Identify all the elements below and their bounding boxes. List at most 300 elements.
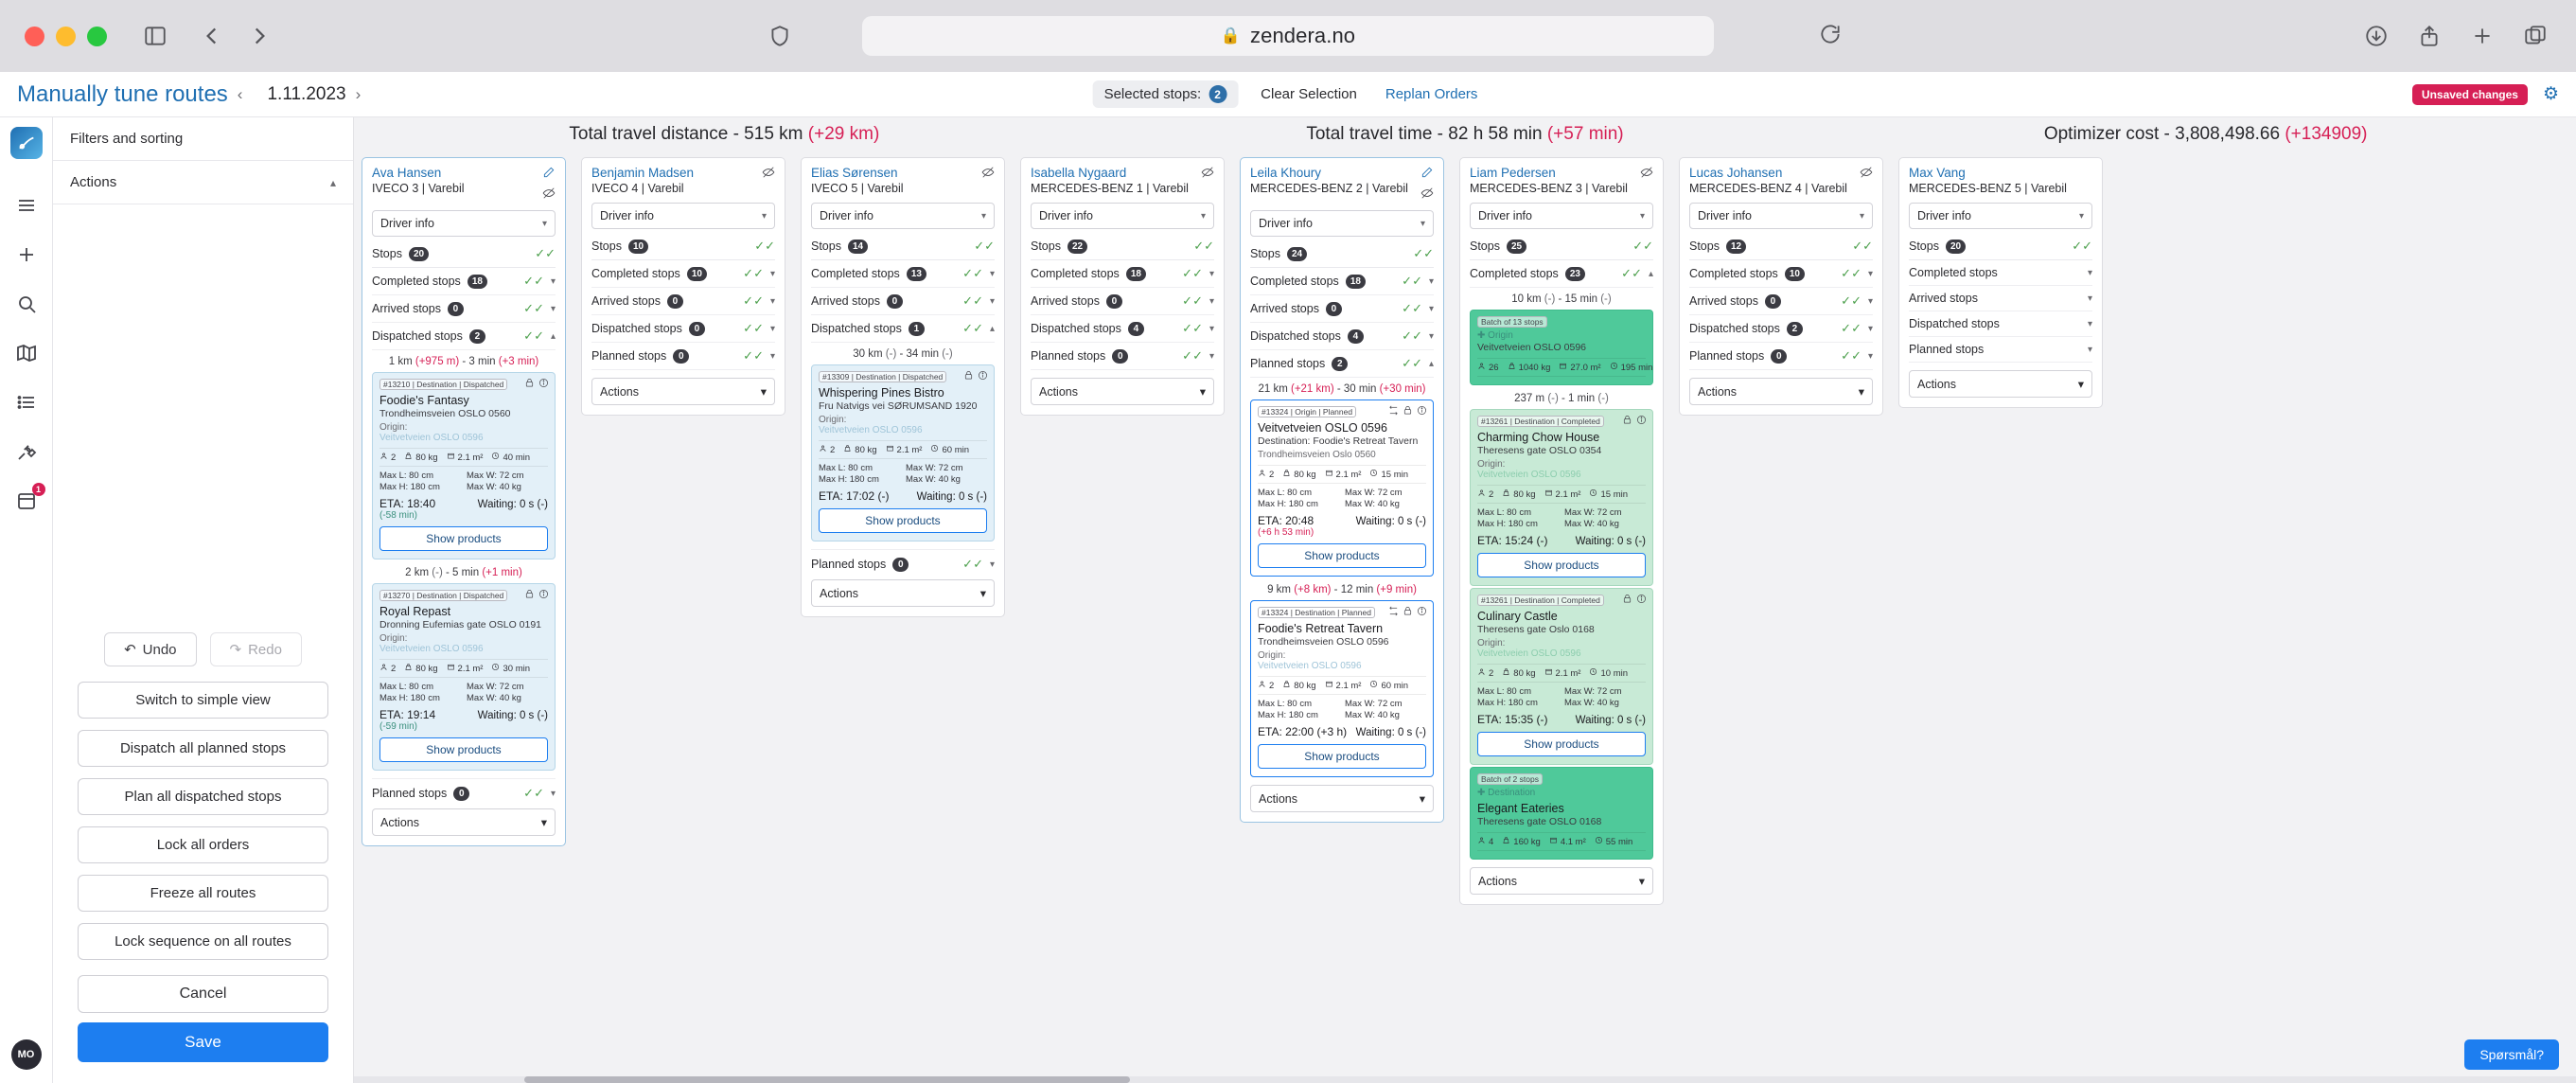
- planned-stops-row[interactable]: [372, 778, 556, 801]
- chevron-down-icon[interactable]: ▾: [1199, 385, 1206, 399]
- chevron-down-icon[interactable]: ▾: [979, 587, 986, 600]
- window-controls[interactable]: [25, 27, 107, 46]
- stop-max-value: Max W: 72 cm: [1564, 686, 1622, 697]
- summary-row[interactable]: [1031, 260, 1214, 288]
- stop-metric-value: 195 min: [1620, 362, 1653, 373]
- chevron-down-icon[interactable]: ▾: [1419, 792, 1425, 806]
- column-actions-select[interactable]: [591, 378, 775, 405]
- summary-count: 13: [907, 267, 926, 281]
- chevron-down-icon[interactable]: ▾: [760, 385, 767, 399]
- plus-icon[interactable]: [2466, 20, 2498, 52]
- stops-total-row[interactable]: [1909, 239, 2092, 260]
- driver-info-select[interactable]: [1689, 203, 1873, 229]
- driver-name[interactable]: Ava Hansen: [372, 166, 442, 180]
- summary-label: Planned stops: [1909, 343, 1985, 356]
- plus-circle-icon: ✚: [1477, 330, 1486, 341]
- chevron-down-icon[interactable]: ▾: [761, 210, 767, 222]
- double-check-icon[interactable]: ✓✓: [523, 786, 544, 800]
- eye-off-icon[interactable]: [1860, 166, 1873, 182]
- horizontal-scrollbar[interactable]: [354, 1076, 2576, 1083]
- driver-info-select[interactable]: [1909, 203, 2092, 229]
- column-actions-select[interactable]: [372, 808, 556, 836]
- chevron-down-icon[interactable]: ▾: [2078, 210, 2084, 222]
- stop-origin-label: Origin:: [819, 415, 847, 425]
- stops-total-row[interactable]: [591, 239, 775, 260]
- chevron-down-icon[interactable]: ▾: [550, 303, 556, 314]
- sidebar-toggle-icon[interactable]: [139, 20, 171, 52]
- stop-waiting: Waiting: 0 s (-): [916, 491, 987, 503]
- breadcrumb-chevron-right[interactable]: ›: [355, 84, 362, 103]
- column-actions-select[interactable]: [811, 579, 995, 607]
- save-button[interactable]: Save: [78, 1022, 328, 1062]
- column-actions-label: Actions: [1917, 377, 1956, 391]
- map-icon[interactable]: [12, 339, 41, 367]
- chevron-down-icon[interactable]: ▾: [2087, 267, 2092, 278]
- driver-info-select[interactable]: [372, 210, 556, 237]
- selected-stops-pill: [1093, 80, 1239, 108]
- freeze-all-routes-button[interactable]: Freeze all routes: [78, 875, 328, 912]
- stop-card[interactable]: [1250, 600, 1434, 777]
- info-icon[interactable]: [538, 589, 549, 602]
- stops-total-row[interactable]: [1031, 239, 1214, 260]
- show-products-button[interactable]: Show products: [1477, 553, 1646, 577]
- summary-row[interactable]: [372, 323, 556, 350]
- stop-tags: [1477, 595, 1646, 606]
- lock-icon[interactable]: [1622, 594, 1632, 607]
- double-check-icon[interactable]: ✓✓: [1182, 266, 1203, 280]
- stop-card[interactable]: [1470, 310, 1653, 385]
- address-bar[interactable]: [862, 16, 1714, 56]
- summary-row[interactable]: [1689, 260, 1873, 288]
- stop-metric-value: 2.1 m²: [1335, 469, 1362, 480]
- summary-row[interactable]: [1470, 260, 1653, 288]
- stop-metric: [1477, 488, 1493, 500]
- route-column[interactable]: [1020, 157, 1225, 416]
- selected-stops-count: 2: [1209, 85, 1226, 103]
- switch-to-simple-view-button[interactable]: Switch to simple view: [78, 682, 328, 719]
- column-actions-select[interactable]: [1470, 867, 1653, 895]
- eye-off-icon[interactable]: [542, 186, 556, 203]
- chevron-down-icon[interactable]: ▾: [1867, 350, 1873, 362]
- summary-row[interactable]: [811, 315, 995, 343]
- chevron-down-icon[interactable]: ▾: [769, 295, 775, 307]
- chevron-down-icon[interactable]: ▾: [541, 218, 547, 229]
- double-check-icon[interactable]: ✓✓: [962, 293, 983, 308]
- chevron-up-icon[interactable]: ▴: [989, 323, 995, 334]
- summary-row[interactable]: [591, 260, 775, 288]
- lock-icon[interactable]: [1403, 606, 1413, 619]
- chevron-down-icon[interactable]: ▾: [769, 350, 775, 362]
- edit-icon[interactable]: [1420, 166, 1434, 182]
- chevron-down-icon[interactable]: ▾: [1638, 875, 1645, 888]
- column-header-icons[interactable]: [981, 166, 995, 182]
- route-column[interactable]: [1240, 157, 1444, 823]
- redo-button[interactable]: [210, 632, 302, 666]
- actions-section[interactable]: [53, 161, 353, 204]
- stop-card[interactable]: [372, 583, 556, 771]
- chevron-down-icon[interactable]: ▾: [1428, 275, 1434, 287]
- stop-card[interactable]: [811, 364, 995, 542]
- chevron-down-icon[interactable]: ▾: [769, 268, 775, 279]
- driver-name[interactable]: Elias Sørensen: [811, 166, 898, 180]
- stops-total-row[interactable]: [372, 246, 556, 268]
- stop-title: Foodie's Retreat Tavern: [1258, 622, 1384, 635]
- chevron-down-icon[interactable]: ▾: [1639, 210, 1645, 222]
- gear-icon[interactable]: ⚙: [2542, 84, 2559, 104]
- double-check-icon[interactable]: ✓✓: [974, 239, 995, 253]
- stop-max-dimensions: [1258, 695, 1426, 722]
- stop-eta: ETA: 18:40: [379, 497, 436, 510]
- double-check-icon[interactable]: ✓✓: [1841, 321, 1861, 335]
- chevron-up-icon[interactable]: ▴: [1428, 358, 1434, 369]
- double-check-icon[interactable]: ✓✓: [1402, 356, 1422, 370]
- vehicle-label: IVECO 4 | Varebil: [591, 182, 684, 195]
- avatar[interactable]: MO: [11, 1039, 42, 1070]
- driver-name[interactable]: Benjamin Madsen: [591, 166, 695, 180]
- double-check-icon[interactable]: ✓✓: [1193, 239, 1214, 253]
- summary-row[interactable]: [1031, 288, 1214, 315]
- stops-total-count: 25: [1507, 240, 1526, 254]
- summary-row[interactable]: [372, 295, 556, 323]
- summary-row[interactable]: [1250, 323, 1434, 350]
- double-check-icon[interactable]: ✓✓: [1182, 321, 1203, 335]
- column-actions-select[interactable]: [1031, 378, 1214, 405]
- chevron-down-icon[interactable]: ▾: [550, 788, 556, 799]
- show-products-button[interactable]: Show products: [819, 508, 987, 533]
- list-icon[interactable]: [12, 388, 41, 417]
- stop-card-icons[interactable]: [1622, 594, 1647, 607]
- stops-total-row[interactable]: [1689, 239, 1873, 260]
- stops-total-row[interactable]: [1470, 239, 1653, 260]
- minimize-window-button[interactable]: [56, 27, 76, 46]
- route-column[interactable]: [801, 157, 1005, 617]
- stop-card[interactable]: [1470, 409, 1653, 586]
- double-check-icon[interactable]: ✓✓: [1402, 328, 1422, 343]
- chevron-down-icon[interactable]: ▾: [2087, 344, 2092, 355]
- chevron-down-icon[interactable]: ▾: [540, 816, 547, 829]
- double-check-icon[interactable]: ✓✓: [523, 301, 544, 315]
- driver-info-select[interactable]: [1470, 203, 1653, 229]
- reload-icon[interactable]: [1814, 18, 1846, 50]
- summary-row[interactable]: [811, 260, 995, 288]
- chevron-down-icon[interactable]: ▾: [1428, 303, 1434, 314]
- driver-name[interactable]: Liam Pedersen: [1470, 166, 1556, 180]
- tabs-icon[interactable]: [2519, 20, 2551, 52]
- tools-icon[interactable]: [12, 437, 41, 466]
- close-window-button[interactable]: [25, 27, 44, 46]
- summary-row[interactable]: [1909, 337, 2092, 363]
- stop-metric: [1369, 680, 1408, 691]
- scrollbar-thumb[interactable]: [524, 1076, 1130, 1083]
- stop-max-value: Max W: 72 cm: [467, 470, 524, 481]
- double-check-icon[interactable]: ✓✓: [1402, 274, 1422, 288]
- show-products-button[interactable]: Show products: [379, 526, 548, 551]
- column-header-icons[interactable]: [1201, 166, 1214, 182]
- summary-row[interactable]: [1689, 315, 1873, 343]
- chevron-down-icon[interactable]: ▾: [1209, 268, 1214, 279]
- stop-title: Charming Chow House: [1477, 431, 1600, 444]
- stop-tag: #13270 | Destination | Dispatched: [379, 590, 507, 601]
- chevron-down-icon[interactable]: ▾: [2087, 293, 2092, 304]
- info-icon[interactable]: [1636, 594, 1647, 607]
- dispatch-all-planned-stops-button[interactable]: Dispatch all planned stops: [78, 730, 328, 767]
- plus-icon[interactable]: [12, 240, 41, 269]
- plan-all-dispatched-stops-button[interactable]: Plan all dispatched stops: [78, 778, 328, 815]
- chevron-down-icon[interactable]: ▾: [2087, 318, 2092, 329]
- swap-icon[interactable]: [1388, 606, 1399, 619]
- chevron-down-icon[interactable]: ▾: [1867, 323, 1873, 334]
- stop-waiting: Waiting: 0 s (-): [1575, 715, 1646, 726]
- info-icon[interactable]: [1417, 606, 1427, 619]
- summary-count: 18: [468, 275, 487, 289]
- driver-info-select[interactable]: [591, 203, 775, 229]
- stop-max-value: Max L: 80 cm: [1258, 699, 1313, 709]
- summary-label: Arrived stops: [1250, 302, 1319, 315]
- chevron-down-icon[interactable]: ▾: [550, 275, 556, 287]
- double-check-icon[interactable]: ✓✓: [1621, 266, 1642, 280]
- stop-card[interactable]: [1250, 399, 1434, 577]
- double-check-icon[interactable]: ✓✓: [1402, 301, 1422, 315]
- double-check-icon[interactable]: ✓✓: [743, 348, 764, 363]
- chevron-down-icon[interactable]: ▾: [1428, 330, 1434, 342]
- column-header-icons[interactable]: [1420, 166, 1434, 203]
- stop-card-icons[interactable]: [524, 589, 549, 602]
- show-products-button[interactable]: Show products: [1258, 744, 1426, 769]
- lock-icon[interactable]: [963, 370, 974, 383]
- stop-metric: [1549, 836, 1586, 847]
- summary-row[interactable]: [1909, 311, 2092, 337]
- summary-count: 0: [1112, 349, 1128, 364]
- stat-total-distance-delta: (+29 km): [807, 124, 880, 144]
- stop-max-dimensions: [1258, 484, 1426, 511]
- column-actions-label: Actions: [380, 815, 419, 829]
- eye-off-icon[interactable]: [1420, 186, 1434, 203]
- back-arrow-icon[interactable]: [196, 20, 228, 52]
- summary-row[interactable]: [1909, 260, 2092, 286]
- stop-metric: [1508, 362, 1551, 373]
- chevron-up-icon[interactable]: ▴: [1648, 268, 1653, 279]
- chevron-down-icon[interactable]: ▾: [980, 210, 986, 222]
- driver-info-select[interactable]: [811, 203, 995, 229]
- stop-card[interactable]: [1470, 767, 1653, 860]
- stop-eta: ETA: 15:24 (-): [1477, 534, 1548, 547]
- stop-card-icons[interactable]: [963, 370, 988, 383]
- route-column[interactable]: [1898, 157, 2103, 408]
- info-icon[interactable]: [1636, 415, 1647, 428]
- lock-icon[interactable]: [1622, 415, 1632, 428]
- stop-max-value: Max W: 40 kg: [1564, 698, 1619, 708]
- swap-icon[interactable]: [1388, 405, 1399, 418]
- shield-icon[interactable]: [764, 20, 796, 52]
- stop-tag: #13324 | Origin | Planned: [1258, 406, 1356, 417]
- driver-info-label: Driver info: [1917, 209, 1971, 222]
- column-actions-select[interactable]: [1250, 785, 1434, 812]
- summary-row[interactable]: [1031, 343, 1214, 370]
- chevron-down-icon[interactable]: ▾: [1867, 295, 1873, 307]
- chevron-up-icon[interactable]: ▴: [550, 330, 556, 342]
- column-header: [1031, 166, 1214, 195]
- stop-card[interactable]: [1470, 588, 1653, 765]
- column-actions-select[interactable]: [1689, 378, 1873, 405]
- stops-total-row[interactable]: [811, 239, 995, 260]
- column-header-icons[interactable]: [1640, 166, 1653, 182]
- share-icon[interactable]: [2413, 20, 2445, 52]
- double-check-icon[interactable]: ✓✓: [1841, 348, 1861, 363]
- lock-icon[interactable]: [1403, 405, 1413, 418]
- eye-off-icon[interactable]: [981, 166, 995, 182]
- stops-total-row[interactable]: [1250, 246, 1434, 268]
- driver-name[interactable]: Leila Khoury: [1250, 166, 1322, 180]
- undo-button[interactable]: [104, 632, 196, 666]
- stop-metric-value: 1040 kg: [1518, 362, 1551, 373]
- info-icon[interactable]: [1417, 405, 1427, 418]
- eye-off-icon[interactable]: [1201, 166, 1214, 182]
- chevron-down-icon[interactable]: ▾: [2077, 378, 2084, 391]
- planned-stops-row[interactable]: [811, 549, 995, 572]
- column-actions-select[interactable]: [1909, 370, 2092, 398]
- stop-metric-value: 80 kg: [1513, 488, 1536, 500]
- chevron-down-icon[interactable]: ▾: [1200, 210, 1206, 222]
- driver-name[interactable]: Max Vang: [1909, 166, 1966, 180]
- volume-icon: [1559, 362, 1567, 373]
- route-column[interactable]: [362, 157, 566, 846]
- stop-card-icons[interactable]: [1622, 415, 1647, 428]
- summary-row[interactable]: [1250, 268, 1434, 295]
- chevron-down-icon[interactable]: ▾: [1420, 218, 1425, 229]
- show-products-button[interactable]: Show products: [379, 737, 548, 762]
- double-check-icon[interactable]: ✓✓: [1413, 246, 1434, 260]
- stop-card[interactable]: [372, 372, 556, 559]
- double-check-icon[interactable]: ✓✓: [523, 274, 544, 288]
- summary-row[interactable]: [1689, 343, 1873, 370]
- maximize-window-button[interactable]: [87, 27, 107, 46]
- breadcrumb-chevron-left[interactable]: ‹: [237, 84, 243, 103]
- double-check-icon[interactable]: ✓✓: [1632, 239, 1653, 253]
- calendar-icon[interactable]: [12, 487, 41, 515]
- driver-name[interactable]: Isabella Nygaard: [1031, 166, 1127, 180]
- chevron-down-icon[interactable]: ▾: [1858, 385, 1864, 399]
- stops-total-count: 12: [1726, 240, 1746, 254]
- summary-row[interactable]: [1250, 295, 1434, 323]
- person-icon: [1258, 469, 1266, 480]
- eye-off-icon[interactable]: [1640, 166, 1653, 182]
- route-column[interactable]: [1459, 157, 1664, 905]
- summary-row[interactable]: [1689, 288, 1873, 315]
- info-icon[interactable]: [538, 378, 549, 391]
- chevron-down-icon[interactable]: ▾: [1867, 268, 1873, 279]
- summary-row[interactable]: [1250, 350, 1434, 378]
- chevron-down-icon[interactable]: ▾: [769, 323, 775, 334]
- double-check-icon[interactable]: ✓✓: [743, 321, 764, 335]
- menu-icon[interactable]: [12, 191, 41, 220]
- chevron-down-icon[interactable]: ▾: [1859, 210, 1864, 222]
- vehicle-label: MERCEDES-BENZ 2 | Varebil: [1250, 182, 1408, 195]
- stop-title: Royal Repast: [379, 605, 451, 618]
- chevron-down-icon[interactable]: ▾: [1209, 350, 1214, 362]
- driver-info-select[interactable]: [1031, 203, 1214, 229]
- chevron-down-icon[interactable]: ▾: [989, 268, 995, 279]
- double-check-icon[interactable]: ✓✓: [523, 328, 544, 343]
- lock-icon[interactable]: [524, 378, 535, 391]
- chevron-down-icon[interactable]: ▾: [989, 559, 995, 570]
- double-check-icon[interactable]: ✓✓: [962, 557, 983, 571]
- stop-metric-value: 2.1 m²: [1555, 667, 1581, 679]
- eye-off-icon[interactable]: [762, 166, 775, 182]
- clear-selection-button[interactable]: Clear Selection: [1255, 85, 1363, 103]
- lock-icon[interactable]: [524, 589, 535, 602]
- chevron-down-icon[interactable]: ▾: [1209, 323, 1214, 334]
- forward-arrow-icon[interactable]: [243, 20, 275, 52]
- double-check-icon[interactable]: ✓✓: [1182, 348, 1203, 363]
- stop-max-dimensions: [1477, 504, 1646, 531]
- double-check-icon[interactable]: ✓✓: [1841, 293, 1861, 308]
- summary-row[interactable]: [372, 268, 556, 295]
- double-check-icon[interactable]: ✓✓: [962, 321, 983, 335]
- double-check-icon[interactable]: ✓✓: [535, 246, 556, 260]
- route-column[interactable]: [581, 157, 785, 416]
- weight-icon: [1502, 836, 1510, 847]
- column-header-icons[interactable]: [762, 166, 775, 182]
- lock-all-orders-button[interactable]: Lock all orders: [78, 826, 328, 863]
- double-check-icon[interactable]: ✓✓: [754, 239, 775, 253]
- double-check-icon[interactable]: ✓✓: [743, 293, 764, 308]
- person-icon: [1477, 667, 1486, 679]
- double-check-icon[interactable]: ✓✓: [1841, 266, 1861, 280]
- info-icon[interactable]: [978, 370, 988, 383]
- stop-card-icons[interactable]: [1388, 606, 1427, 619]
- replan-orders-button[interactable]: Replan Orders: [1380, 85, 1484, 103]
- help-button[interactable]: Spørsmål?: [2464, 1039, 2559, 1070]
- route-column[interactable]: [1679, 157, 1883, 416]
- stops-label: Stops: [372, 247, 402, 260]
- filters-and-sorting-section[interactable]: [53, 117, 353, 161]
- show-products-button[interactable]: Show products: [1258, 543, 1426, 568]
- lock-sequence-on-all-routes-button[interactable]: Lock sequence on all routes: [78, 923, 328, 960]
- chevron-down-icon[interactable]: ▾: [1209, 295, 1214, 307]
- double-check-icon[interactable]: ✓✓: [1852, 239, 1873, 253]
- column-header-icons[interactable]: [542, 166, 556, 203]
- edit-icon[interactable]: [542, 166, 556, 182]
- planned-stops-count: 0: [892, 558, 909, 572]
- column-header-icons[interactable]: [1860, 166, 1873, 182]
- download-icon[interactable]: [2360, 20, 2392, 52]
- chevron-down-icon[interactable]: ▾: [989, 295, 995, 307]
- summary-count: 0: [1771, 349, 1787, 364]
- summary-row[interactable]: [1031, 315, 1214, 343]
- summary-row[interactable]: [591, 343, 775, 370]
- show-products-button[interactable]: Show products: [1477, 732, 1646, 756]
- stop-address: Veitvetveien OSLO 0596: [1477, 342, 1586, 353]
- stop-address: Dronning Eufemias gate OSLO 0191: [379, 619, 542, 630]
- stop-card-icons[interactable]: [1388, 405, 1427, 418]
- summary-row[interactable]: [591, 288, 775, 315]
- search-icon[interactable]: [12, 290, 41, 318]
- driver-info-select[interactable]: [1250, 210, 1434, 237]
- chevron-up-icon[interactable]: ▴: [329, 175, 336, 189]
- double-check-icon[interactable]: ✓✓: [743, 266, 764, 280]
- double-check-icon[interactable]: ✓✓: [1182, 293, 1203, 308]
- driver-name[interactable]: Lucas Johansen: [1689, 166, 1783, 180]
- summary-row[interactable]: [591, 315, 775, 343]
- stop-eta-row: [1258, 514, 1426, 527]
- cancel-button[interactable]: Cancel: [78, 975, 328, 1013]
- summary-row[interactable]: [1909, 286, 2092, 311]
- summary-row[interactable]: [811, 288, 995, 315]
- double-check-icon[interactable]: ✓✓: [962, 266, 983, 280]
- stop-card-icons[interactable]: [524, 378, 549, 391]
- double-check-icon[interactable]: ✓✓: [2072, 239, 2092, 253]
- summary-label: Completed stops: [1909, 266, 1998, 279]
